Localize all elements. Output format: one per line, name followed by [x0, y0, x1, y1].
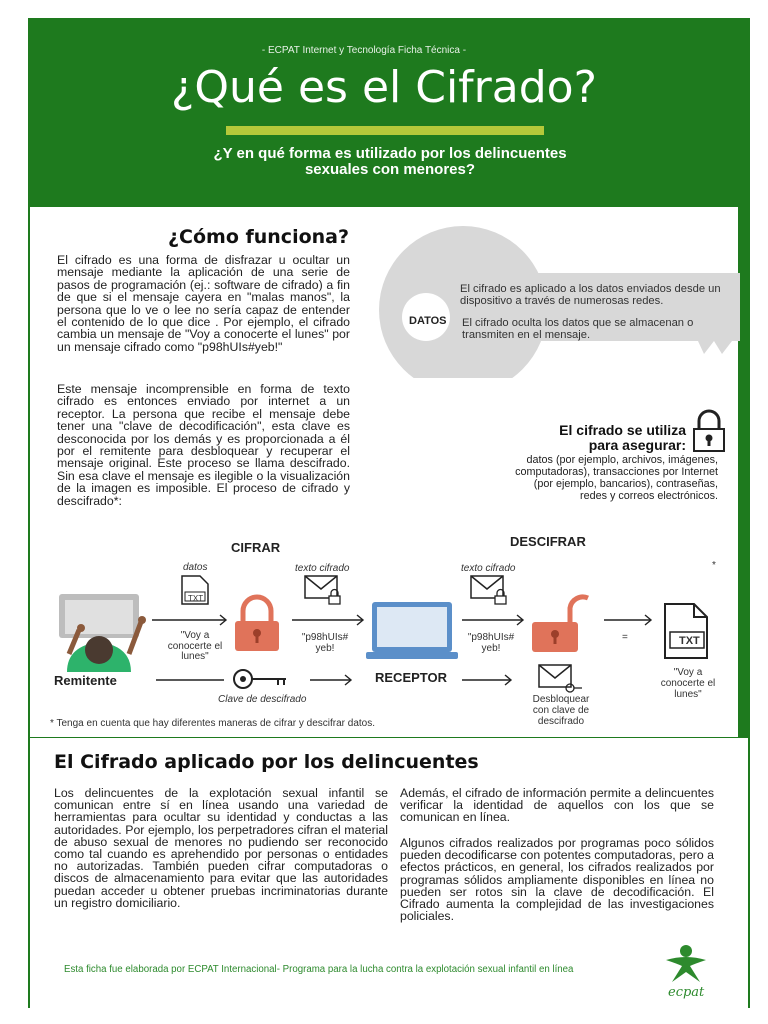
unlock-caption [516, 694, 606, 727]
diagram-footnote: * Tenga en cuenta que hay diferentes maneras de cifrar y descifrar datos. [50, 718, 376, 729]
offenders-left-paragraph: Los delincuentes de la explotación sexual infantil se comunican entre sí en línea usando una variedad de herramientas para ocultar su identidad y conductas a las autoridades. Por ejemplo, los perpetradores cifran el material de abuso sexual de menores no pudiendo ser reconocido como tal cuando es aprehendido por personas o entidades no autorizadas. También pueden cifrar computadoras o discos de almacenamiento para evitar que las autoridades puedan acceder u obtener pruebas incriminatorias durante un registro domiciliario. [54, 786, 388, 910]
unlock-caption-line-3: descifrado [537, 716, 585, 727]
cipher-message [290, 633, 360, 654]
result-document-icon [662, 601, 710, 661]
asterisk-mark: * [712, 560, 716, 571]
cipher-message-2-line-2: yeb! [481, 642, 501, 654]
plain-message-line-3: lunes" [181, 651, 209, 662]
descifrar-label: DESCIFRAR [510, 534, 586, 549]
laptop-icon [366, 600, 462, 662]
how-it-works-heading: ¿Cómo funciona? [168, 226, 350, 248]
result-message-line-2: conocerte el [660, 678, 716, 689]
sender-label: Remitente [54, 673, 117, 688]
key-text-1: El cifrado es aplicado a los datos enviados desde un dispositivo a través de numerosas redes. [460, 283, 721, 307]
plain-message-line-2: conocerte el [167, 640, 223, 652]
secure-heading-line-2: para asegurar: [588, 437, 686, 453]
footer-credit: Esta ficha fue elaborada por ECPAT Internacional- Programa para la lucha contra la explotación sexual infantil en línea [64, 964, 574, 975]
page-subtitle [140, 146, 640, 178]
cipher-text-caption: texto cifrado [295, 563, 350, 574]
envelope-key-icon [537, 663, 583, 695]
plain-message [156, 631, 234, 663]
unlock-caption-line-2: con clave de [532, 705, 590, 716]
title-underline [226, 126, 544, 135]
datos-label: DATOS [409, 315, 447, 327]
padlock-icon [691, 409, 727, 453]
result-message [650, 667, 726, 700]
result-txt-label: TXT [679, 635, 700, 647]
decryption-key-icon [230, 666, 290, 692]
locked-padlock-icon [231, 593, 283, 653]
key-text-2: El cifrado oculta los datos que se almacenan o transmiten en el mensaje. [462, 317, 694, 341]
subtitle-line-1: ¿Y en qué forma es utilizado por los delincuentes [213, 145, 567, 162]
ecpat-logo-text: ecpat [668, 985, 705, 1000]
plain-message-line-1: "Voy a [180, 630, 210, 641]
offenders-heading: El Cifrado aplicado por los delincuentes [54, 751, 479, 773]
offenders-right-paragraph-2: Algunos cifrados realizados por programas poco sólidos pueden decodificarse con potentes computadoras, pero a efectos prácticos, en general, los cifrados realizados por programas sólidos ampliamente disponibles en línea no pueden ser rotos sin la clave de decodificación. El Cifrado aumenta la complejidad de las investigaciones policiales. [400, 836, 714, 924]
receiver-label: RECEPTOR [375, 670, 447, 685]
ecpat-logo-icon [660, 942, 712, 986]
cipher-message-line-1: "p98hUIs# [301, 632, 349, 643]
tagline: - ECPAT Internet y Tecnología Ficha Técnica - [261, 45, 467, 56]
how-it-works-paragraph-1: El cifrado es una forma de disfrazar u ocultar un mensaje mediante la aplicación de una serie de pasos de programación (ej.: software de cifrado) a fin de que si el mensaje cayera en "malas manos", la persona que lo ve o lee no sería capaz de entender el contenido de lo que dice . Por ejemplo, el cifrado cambia un mensaje de "Voy a conocerte el lunes" por un mensaje cifrado como "p98hUIs#yeb!" [57, 253, 350, 354]
equals-sign: = [622, 632, 628, 643]
cipher-text-caption-2: texto cifrado [461, 563, 516, 574]
subtitle-line-2: sexuales con menores? [304, 161, 476, 178]
how-it-works-paragraph-2: Este mensaje incomprensible en forma de texto cifrado es entonces enviado por internet a un receptor. La persona que recibe el mensaje debe tener una "clave de decodificación", esta clave es desconocida por los demás y es proporcionada a él por el remitente para desbloquear y recuperar el mensaje original. Este proceso se llama descifrado. Sin esa clave el mensaje es ilegible o la visualización de la imagen es imposible. El proceso de cifrado y descifrado*: [57, 382, 350, 508]
cipher-message-2-line-1: "p98hUIs# [467, 632, 515, 643]
cipher-message-2 [456, 633, 526, 654]
result-message-line-3: lunes" [674, 689, 702, 700]
page-title: ¿Qué es el Cifrado? [171, 62, 597, 113]
secure-text: datos (por ejemplo, archivos, imágenes, computadoras), transacciones por Internet (por ejemplo, bancarios), contraseñas, redes y correos electrónicos. [515, 454, 718, 502]
unlock-caption-line-1: Desbloquear [532, 694, 590, 705]
result-message-line-1: "Voy a [673, 667, 703, 678]
cifrar-label: CIFRAR [231, 540, 281, 555]
offenders-right-paragraph-1: Además, el cifrado de información permite a delincuentes verificar la identidad de aquellos con los que se comunican en línea. [400, 786, 714, 825]
cipher-message-line-2: yeb! [315, 642, 335, 654]
secure-heading [520, 423, 686, 453]
secure-heading-line-1: El cifrado se utiliza [559, 422, 686, 438]
txt-label: TXT [188, 594, 204, 603]
unlocked-padlock-icon [530, 590, 590, 654]
sender-person-icon [53, 592, 153, 672]
decryption-key-label: Clave de descifrado [218, 694, 307, 705]
datos-caption: datos [183, 562, 208, 573]
